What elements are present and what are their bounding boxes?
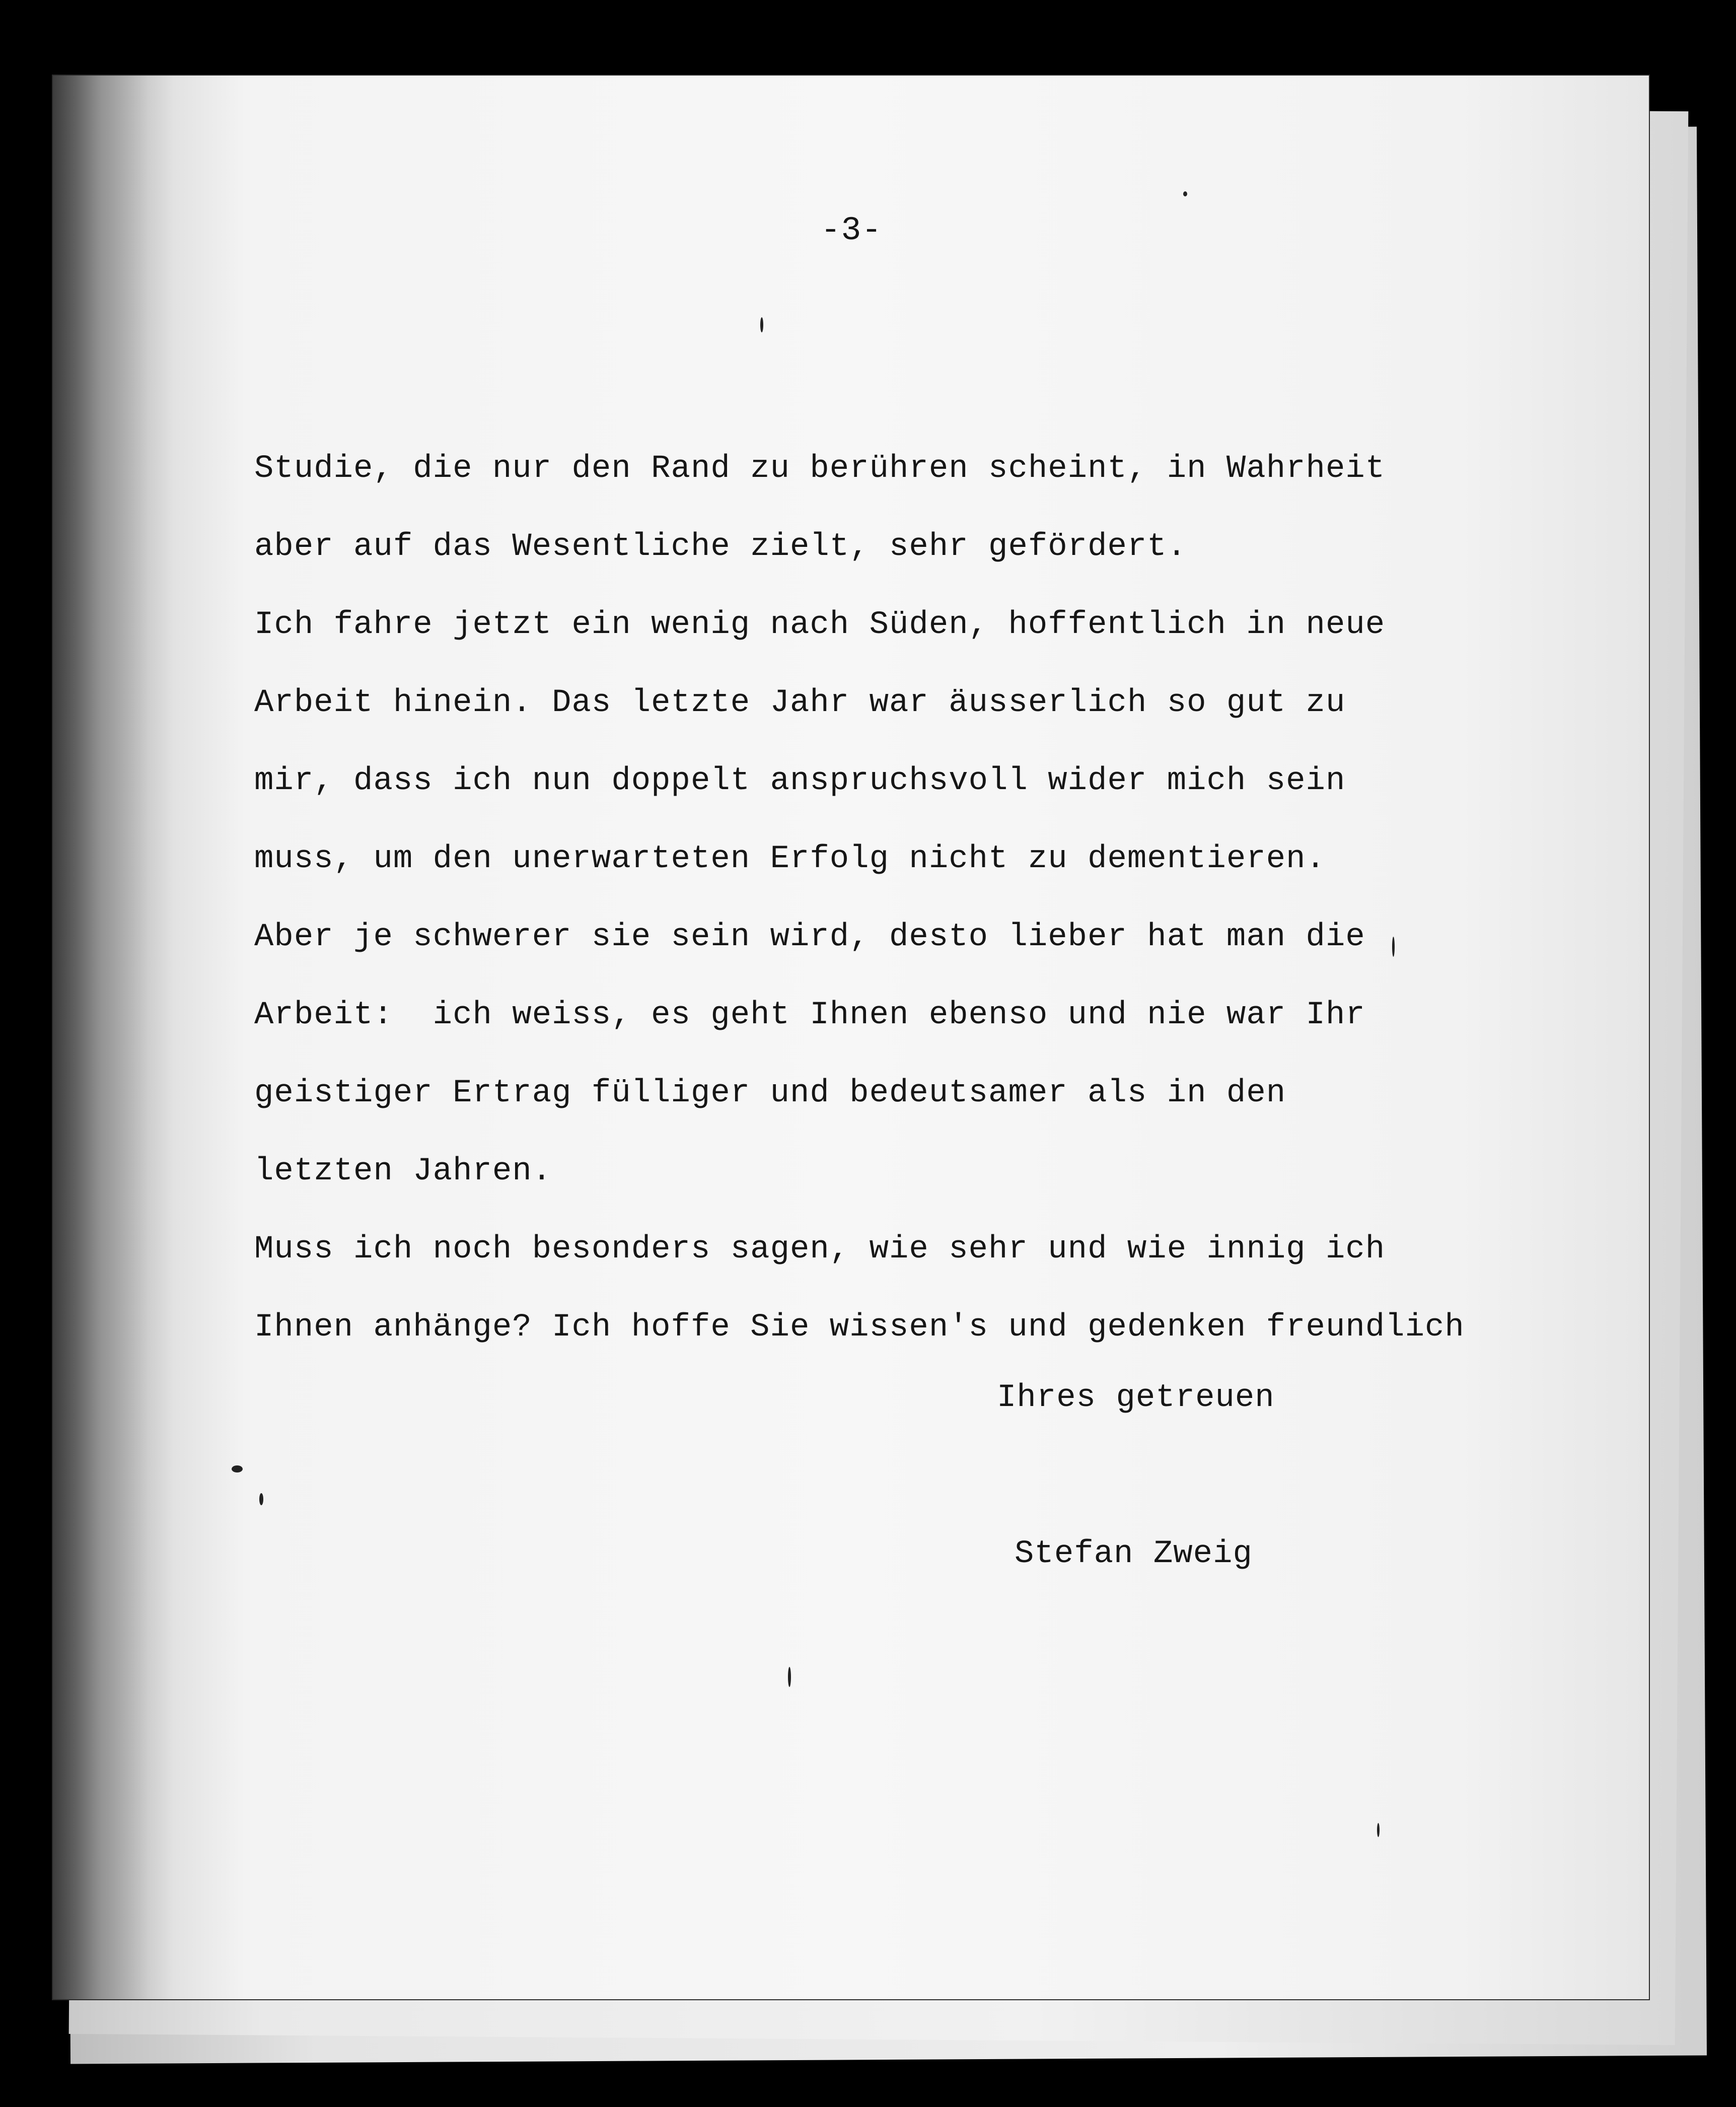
text-line: Ihnen anhänge? Ich hoffe Sie wissen's und gedenken freundlich	[254, 1309, 1465, 1346]
text-line: aber auf das Wesentliche zielt, sehr gefördert.	[254, 529, 1187, 565]
scan-speck	[760, 317, 763, 332]
signature-line: Stefan Zweig	[1015, 1536, 1253, 1572]
page-number: -3-	[821, 212, 882, 249]
scan-speck	[788, 1667, 791, 1687]
scan-speck	[1377, 1823, 1380, 1837]
text-line: mir, dass ich nun doppelt anspruchsvoll wider mich sein	[254, 763, 1346, 799]
text-line: Muss ich noch besonders sagen, wie sehr und wie innig ich	[254, 1231, 1386, 1268]
text-line: muss, um den unerwarteten Erfolg nicht zu dementieren.	[254, 841, 1326, 877]
closing-line: Ihres getreuen	[997, 1380, 1275, 1416]
scan-speck	[1392, 937, 1395, 957]
text-line: letzten Jahren.	[254, 1153, 552, 1189]
text-line: Arbeit: ich weiss, es geht Ihnen ebenso und nie war Ihr	[254, 997, 1365, 1033]
scan-speck	[259, 1493, 263, 1505]
scan-speck	[1183, 191, 1187, 196]
text-line: Arbeit hinein. Das letzte Jahr war äusserlich so gut zu	[254, 685, 1346, 721]
scan-speck	[232, 1465, 243, 1472]
text-line: geistiger Ertrag fülliger und bedeutsamer als in den	[254, 1075, 1286, 1111]
text-line: Ich fahre jetzt ein wenig nach Süden, hoffentlich in neue	[254, 607, 1386, 643]
text-line: Studie, die nur den Rand zu berühren scheint, in Wahrheit	[254, 451, 1386, 487]
text-line: Aber je schwerer sie sein wird, desto lieber hat man die	[254, 919, 1365, 955]
letter-page	[53, 76, 1649, 1999]
